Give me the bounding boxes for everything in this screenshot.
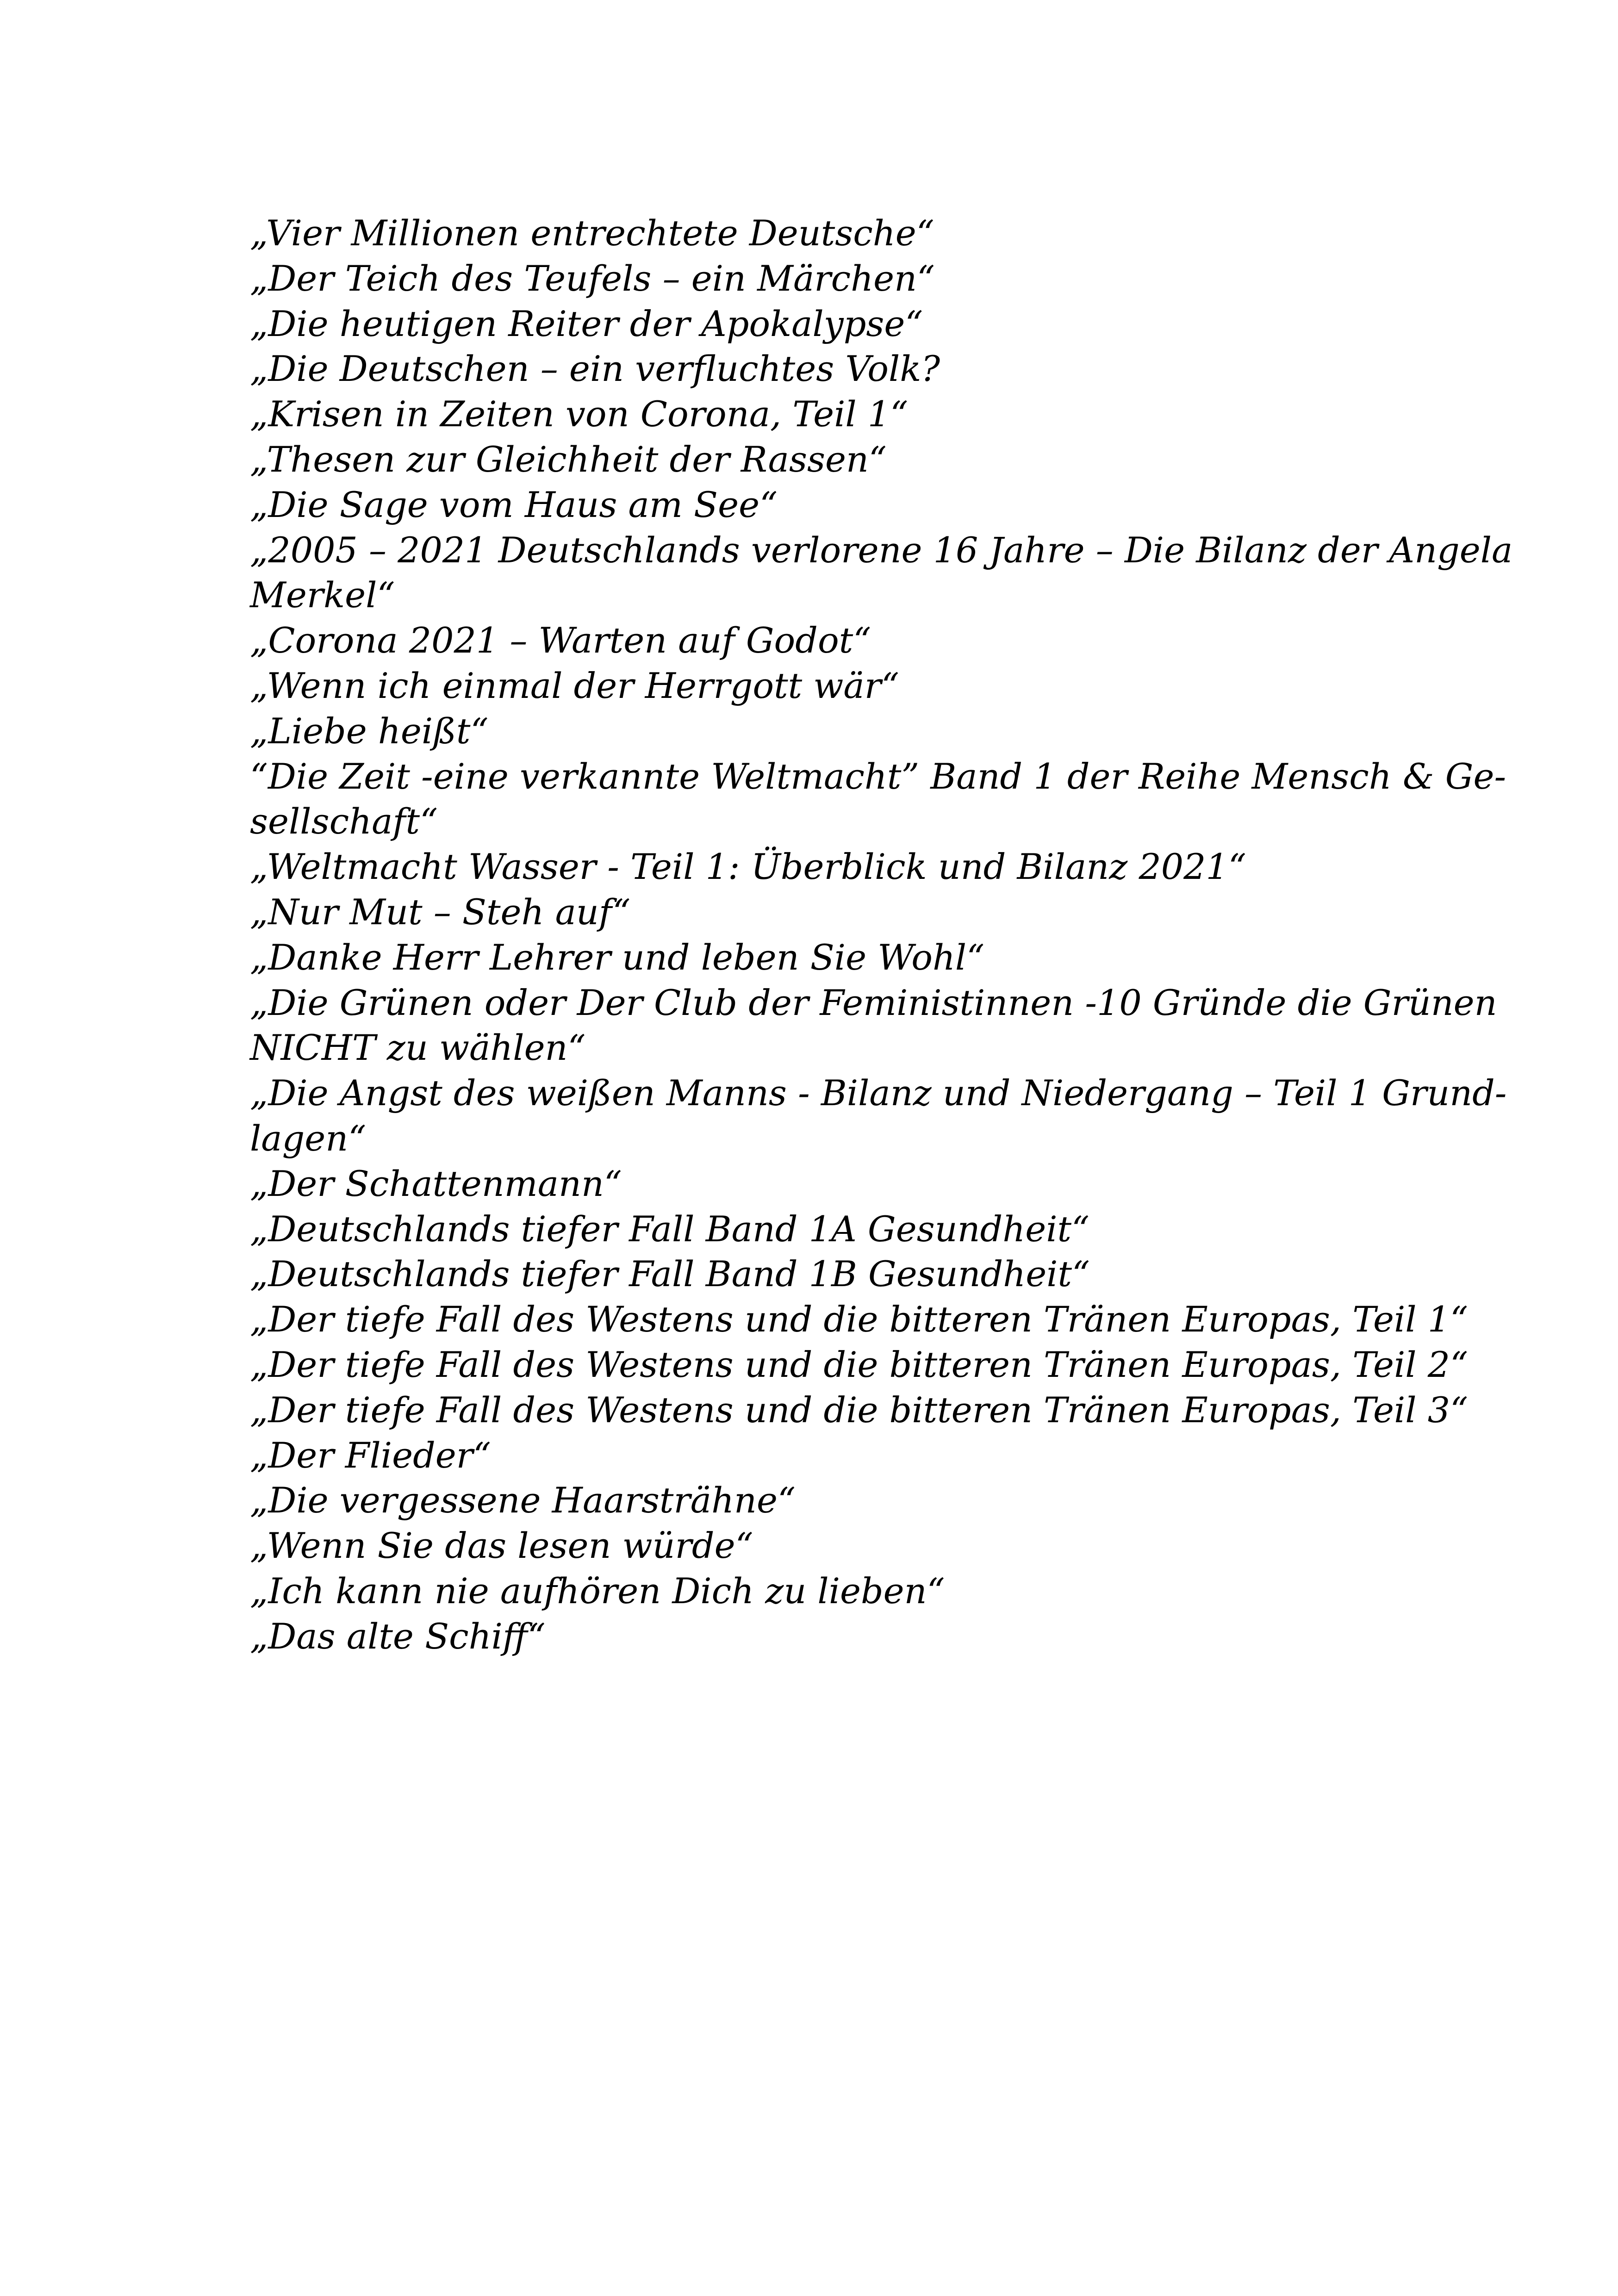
title-list-item: [250, 301, 1379, 347]
title-text: „Die Sage vom Haus am See“: [250, 484, 778, 525]
title-text: „Der Teich des Teufels – ein Märchen“: [250, 257, 935, 299]
title-text-line: „Die Grünen oder Der Club der Feministinnen -10 Gründe die Grünen: [250, 982, 1497, 1023]
title-list-item: [250, 618, 1379, 663]
title-text: „Corona 2021 – Warten auf Godot“: [250, 620, 871, 661]
title-text: „Liebe heißt“: [250, 710, 489, 752]
title-text: „Thesen zur Gleichheit der Rassen“: [250, 438, 887, 480]
title-list-item: [250, 754, 1506, 845]
title-list-item: [250, 1070, 1507, 1161]
title-text: „Der Schattenmann“: [250, 1163, 622, 1204]
title-text: „Wenn ich einmal der Herrgott wär“: [250, 665, 899, 706]
title-text: „Die Deutschen – ein verfluchtes Volk?: [250, 348, 940, 390]
title-text: „Der Flieder“: [250, 1434, 491, 1476]
title-list-item: [250, 346, 1379, 392]
title-text: „Der tiefe Fall des Westens und die bitteren Tränen Europas, Teil 2“: [250, 1344, 1468, 1385]
title-text-line: lagen“: [250, 1117, 367, 1159]
title-list-item: [250, 890, 1379, 935]
title-list-item: [250, 980, 1497, 1071]
title-list-item: [250, 1568, 1379, 1614]
title-text-line: „Die Angst des weißen Manns - Bilanz und Niedergang – Teil 1 Grund-: [250, 1072, 1507, 1114]
title-list-item: [250, 1614, 1379, 1659]
title-list-item: [250, 482, 1379, 528]
title-list-item: [250, 1433, 1379, 1478]
title-text: „Der tiefe Fall des Westens und die bitteren Tränen Europas, Teil 3“: [250, 1389, 1468, 1431]
title-list-item: [250, 392, 1379, 437]
title-text: „Der tiefe Fall des Westens und die bitteren Tränen Europas, Teil 1“: [250, 1299, 1468, 1340]
title-text-line: sellschaft“: [250, 801, 438, 842]
title-list-item: [250, 663, 1379, 709]
title-text: „Deutschlands tiefer Fall Band 1A Gesundheit“: [250, 1208, 1089, 1250]
title-text: „Weltmacht Wasser - Teil 1: Überblick und Bilanz 2021“: [250, 846, 1246, 888]
title-list-item: [250, 1478, 1379, 1523]
title-list-item: [250, 211, 1379, 256]
title-text-line: “Die Zeit -eine verkannte Weltmacht” Band 1 der Reihe Mensch & Ge-: [250, 755, 1506, 797]
title-list-item: [250, 1342, 1468, 1388]
book-title-list: [250, 211, 1513, 1659]
title-list-item: [250, 1388, 1468, 1433]
title-list-item: [250, 709, 1379, 754]
title-text: „Vier Millionen entrechtete Deutsche“: [250, 212, 934, 254]
title-text-line: NICHT zu wählen“: [250, 1027, 586, 1069]
title-list-item: [250, 528, 1513, 618]
title-text: „Krisen in Zeiten von Corona, Teil 1“: [250, 393, 909, 435]
title-list-item: [250, 1297, 1468, 1342]
title-list-item: [250, 1523, 1379, 1568]
title-list-item: [250, 1207, 1379, 1252]
title-text: „Ich kann nie aufhören Dich zu lieben“: [250, 1570, 945, 1612]
title-text: „Die vergessene Haarsträhne“: [250, 1480, 796, 1521]
title-text-line: Merkel“: [250, 574, 395, 616]
title-list-item: [250, 844, 1379, 890]
title-text: „Danke Herr Lehrer und leben Sie Wohl“: [250, 936, 985, 978]
title-list-item: [250, 935, 1379, 980]
title-text: „Deutschlands tiefer Fall Band 1B Gesundheit“: [250, 1253, 1090, 1295]
title-list-item: [250, 1251, 1379, 1297]
title-text: „Die heutigen Reiter der Apokalypse“: [250, 303, 923, 344]
title-text: „Das alte Schiff“: [250, 1615, 546, 1657]
title-list-item: [250, 1161, 1379, 1207]
title-list-item: [250, 256, 1379, 301]
title-text: „Nur Mut – Steh auf“: [250, 891, 631, 933]
title-list-item: [250, 437, 1379, 482]
title-text-line: „2005 – 2021 Deutschlands verlorene 16 Jahre – Die Bilanz der Angela: [250, 529, 1513, 571]
title-text: „Wenn Sie das lesen würde“: [250, 1525, 753, 1567]
